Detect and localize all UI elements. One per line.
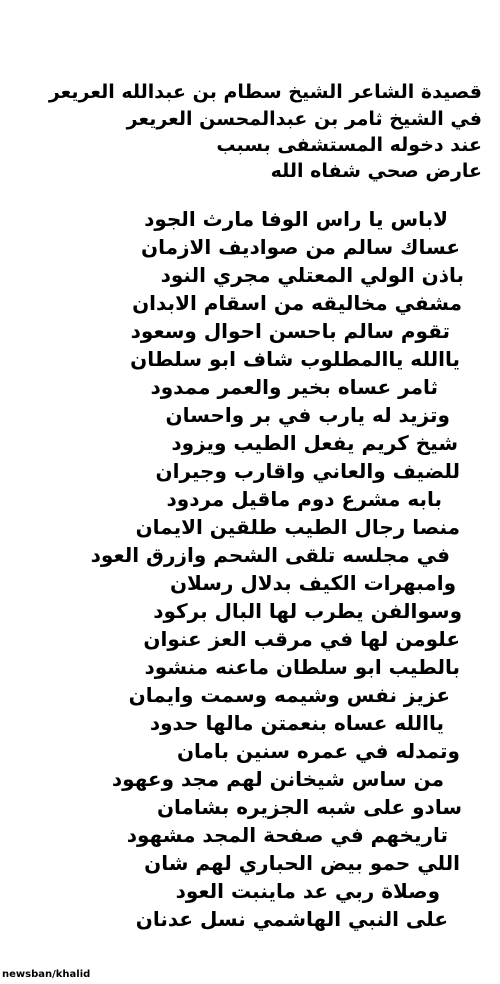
poem-heading-line-1: قصيدة الشاعر الشيخ سطام بن عبدالله العريعر [48, 81, 482, 103]
poem-heading-line-2: في الشيخ ثامر بن عبدالمحسن العريعر [126, 108, 482, 130]
poem-verse-4: مشفي مخاليقه من اسقام الابدان [132, 291, 462, 315]
poem-verse-17: بالطيب ابو سلطان ماعنه منشود [144, 655, 460, 679]
poem-verse-19: ياالله عساه بنعمتن مالها حدود [149, 711, 444, 735]
source-watermark: newsban/khalid [2, 969, 91, 980]
poem-heading-line-4: عارض صحي شفاه الله [270, 160, 482, 182]
poem-verse-9: شيخ كريم يفعل الطيب ويزود [171, 431, 458, 455]
poem-verse-18: عزيز نفس وشيمه وسمت وايمان [128, 683, 450, 707]
poem-verse-25: وصلاة ربي عد ماينبت العود [175, 879, 440, 903]
poem-heading-line-3: عند دخوله المستشفى بسبب [216, 134, 482, 156]
poem-verse-26: على النبي الهاشمي نسل عدنان [135, 907, 448, 931]
poem-verse-23: تاريخهم في صفحة المجد مشهود [126, 823, 448, 847]
poem-verse-20: وتمدله في عمره سنين بامان [176, 739, 460, 763]
poem-verse-14: وامبهرات الكيف بدلال رسلان [169, 571, 456, 595]
poem-verse-11: بابه مشرع دوم ماقيل مردود [166, 487, 442, 511]
poem-verse-5: تقوم سالم باحسن احوال وسعود [130, 319, 450, 343]
poem-verse-3: باذن الولي المعتلي مجري النود [160, 263, 464, 287]
poem-verse-22: سادو على شبه الجزيره بشامان [156, 795, 462, 819]
poem-verse-1: لاباس يا راس الوفا مارث الجود [144, 207, 448, 231]
poem-verse-16: علومن لها في مرقب العز عنوان [143, 627, 460, 651]
poem-verse-7: ثامر عساه بخير والعمر ممدود [150, 375, 438, 399]
poem-verse-13: في مجلسه تلقى الشحم وازرق العود [90, 543, 450, 567]
poem-verse-10: للضيف والعاني واقارب وجيران [155, 459, 460, 483]
poem-verse-12: منصا رجال الطيب طلقين الايمان [135, 515, 460, 539]
poem-verse-15: وسوالفن يطرب لها البال بركود [153, 599, 462, 623]
poem-verse-21: من ساس شيخانن لهم مجد وعهود [111, 767, 444, 791]
poem-verse-8: وتزيد له يارب في بر واحسان [165, 403, 450, 427]
poem-verse-2: عساك سالم من صواديف الازمان [141, 235, 460, 259]
poem-verse-6: ياالله ياالمطلوب شاف ابو سلطان [130, 347, 460, 371]
poem-verse-24: اللي حمو بيض الحباري لهم شان [144, 851, 460, 875]
